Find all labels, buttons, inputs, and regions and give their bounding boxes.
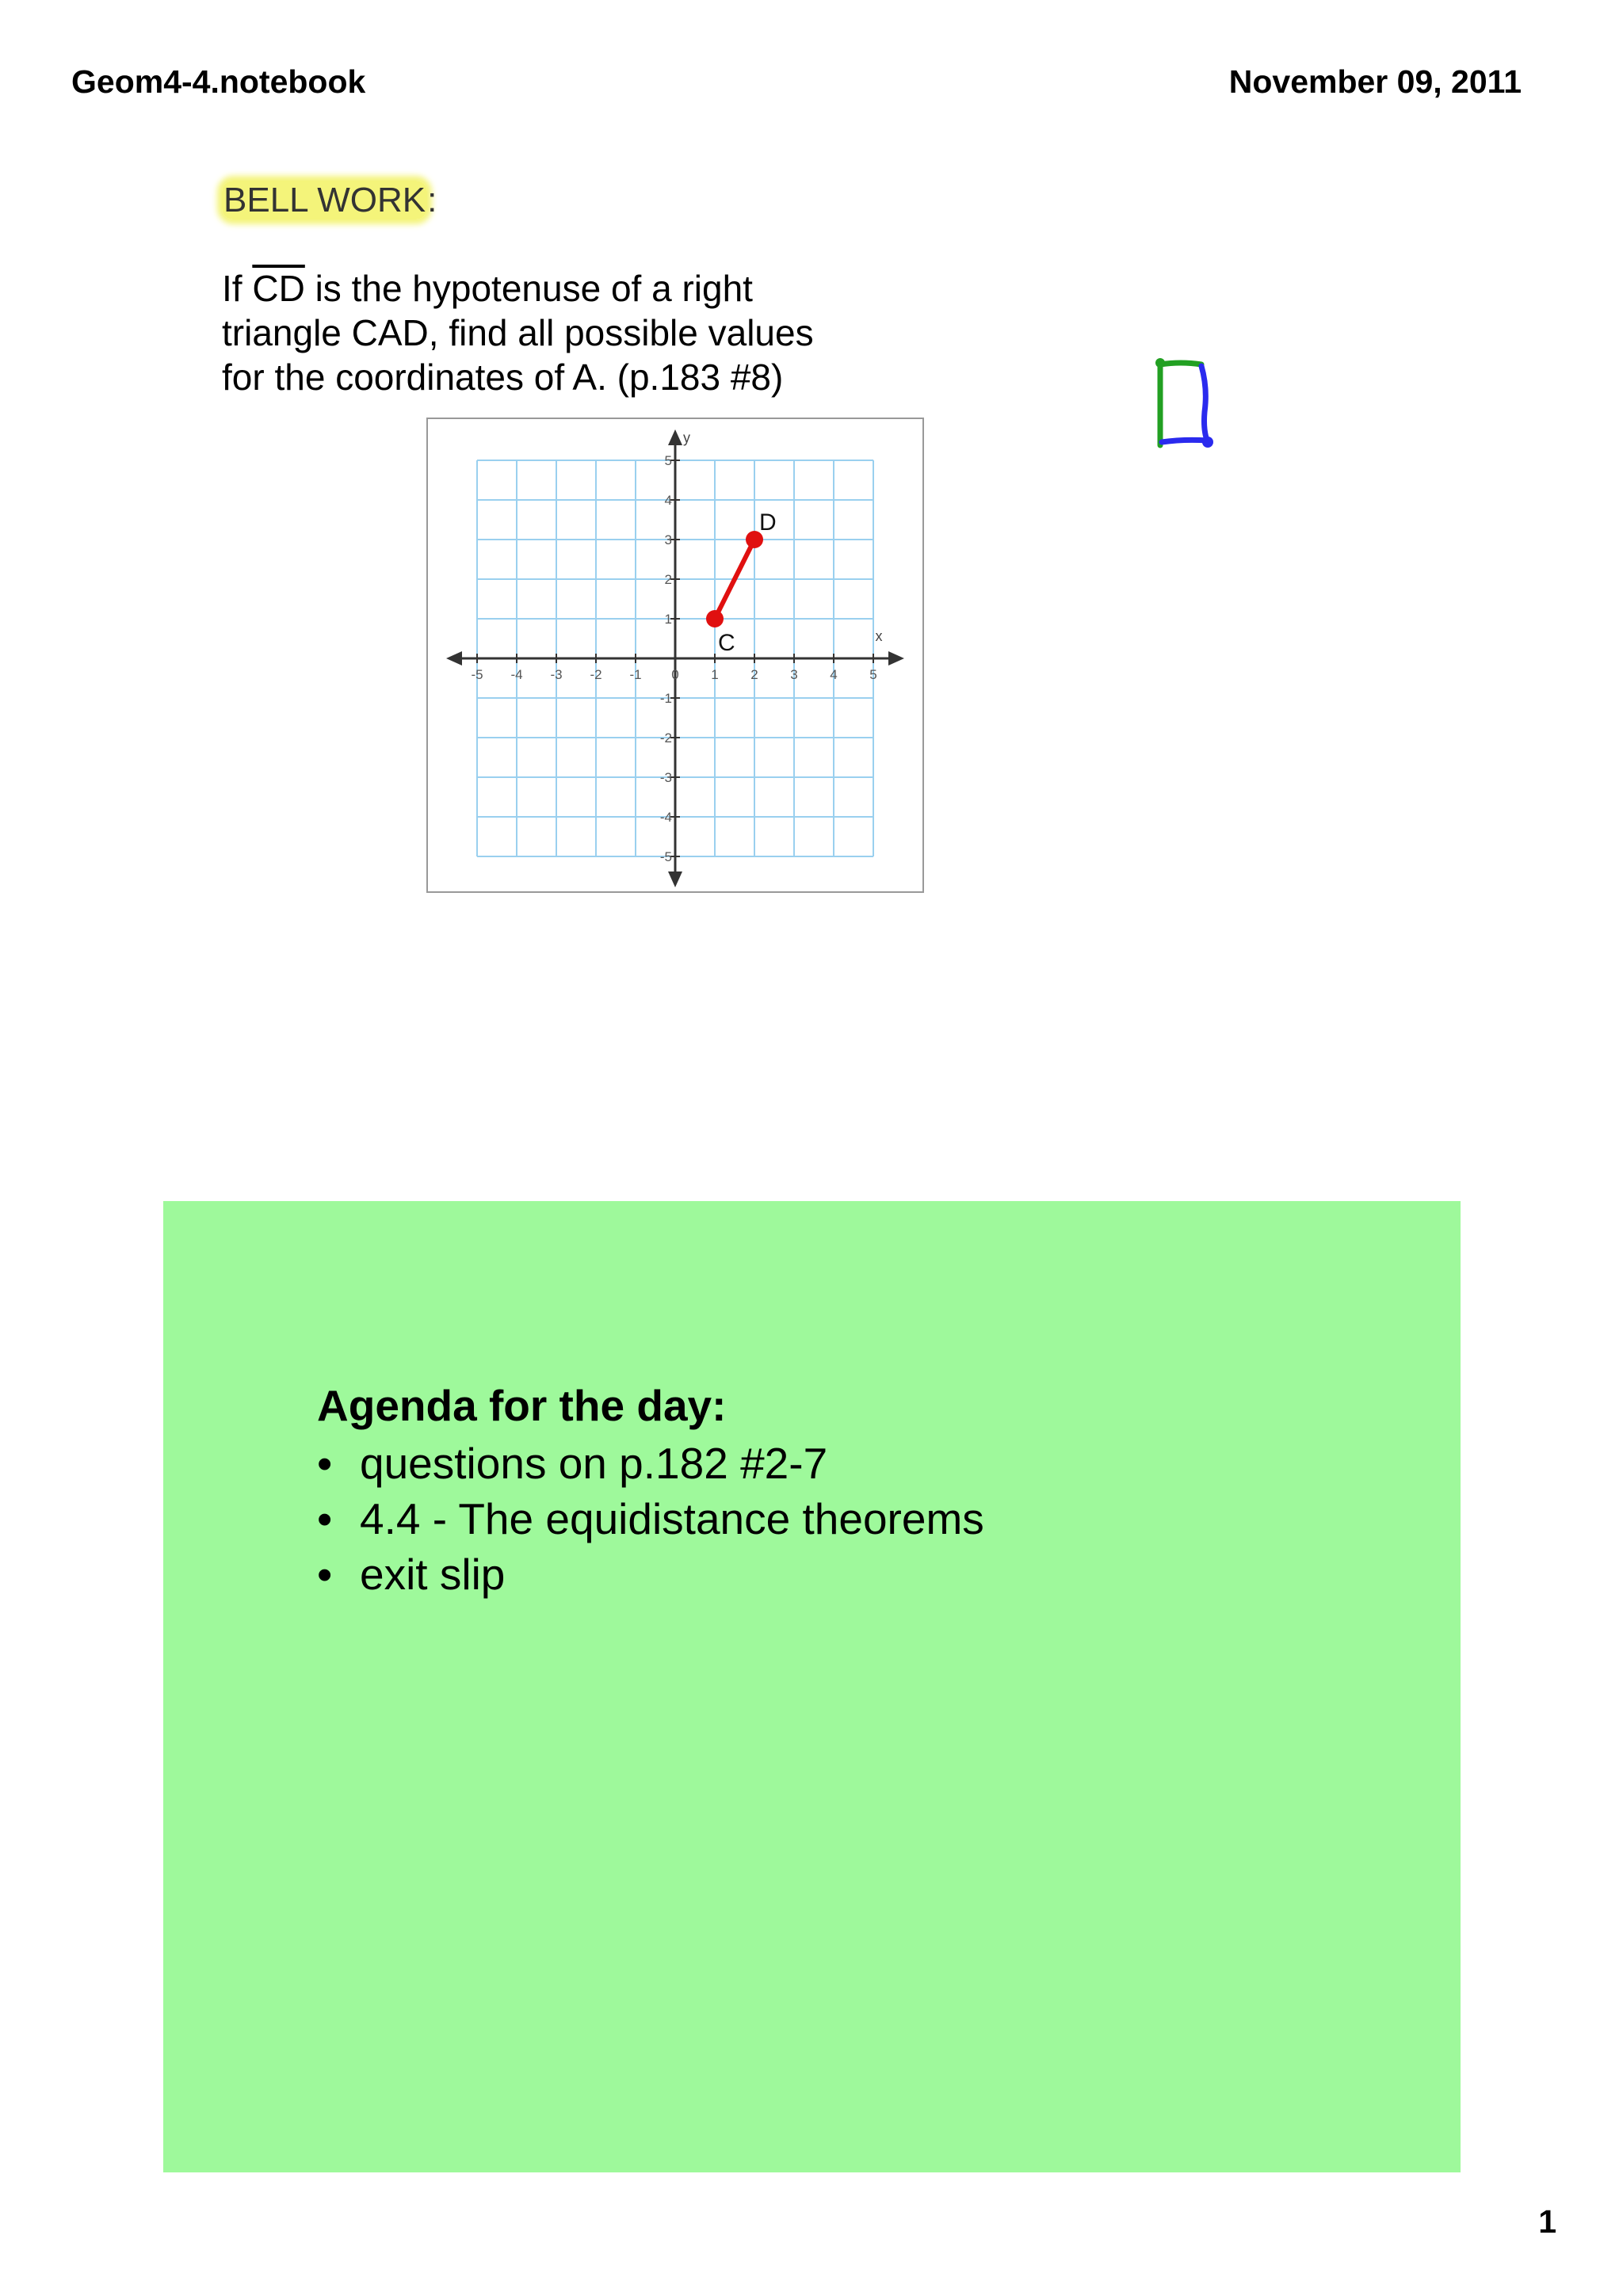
question-line-1 <box>222 266 935 311</box>
y-tick-label: -5 <box>659 849 672 864</box>
sketch-blue-right-stroke <box>1201 366 1208 442</box>
agenda-list <box>317 1436 984 1602</box>
agenda-item-text: questions on p.182 #2-7 <box>360 1439 828 1488</box>
question-line-2: triangle CAD, find all possible values <box>222 312 814 353</box>
plotted-segment <box>706 509 777 656</box>
point-label-c: C <box>718 630 735 656</box>
y-tick-label: 1 <box>664 612 672 627</box>
y-tick-label: 3 <box>664 532 672 547</box>
x-tick-label: 1 <box>711 667 719 682</box>
agenda-item <box>317 1436 984 1491</box>
agenda-title: Agenda for the day: <box>317 1381 727 1430</box>
bullet: • <box>317 1439 333 1488</box>
sketch-blue-dot <box>1202 437 1213 448</box>
page-date: November 09, 2011 <box>1228 63 1522 100</box>
x-axis-arrow-left <box>446 651 462 666</box>
y-tick-label: 5 <box>664 453 672 468</box>
x-tick-label: 5 <box>869 667 877 682</box>
agenda-item-text: exit slip <box>360 1550 506 1599</box>
x-axis-arrow-right <box>888 651 904 666</box>
y-tick-label: -3 <box>659 770 672 785</box>
point-c <box>706 610 724 627</box>
x-tick-label: 2 <box>750 667 758 682</box>
x-axis-label: x <box>875 628 883 644</box>
agenda-item-text: 4.4 - The equidistance theorems <box>360 1494 984 1543</box>
y-axis-arrow-down <box>668 871 682 887</box>
x-tick-label: 0 <box>671 667 679 682</box>
y-tick-label: -1 <box>659 691 672 706</box>
agenda-panel <box>163 1201 1461 2172</box>
question-line-3: for the coordinates of A. (p.183 #8) <box>222 357 784 398</box>
agenda-item <box>317 1547 984 1602</box>
sketch-green-dot <box>1155 358 1165 368</box>
y-tick-label: -4 <box>659 810 672 825</box>
x-tick-label: -4 <box>510 667 523 682</box>
y-tick-label: -2 <box>659 730 672 746</box>
bullet: • <box>317 1550 333 1599</box>
x-tick-label: 3 <box>790 667 798 682</box>
sketch-blue-bottom-stroke <box>1162 440 1208 442</box>
question-line-1-rest: is the hypotenuse of a right <box>304 268 753 309</box>
bell-work-heading <box>222 181 437 220</box>
x-tick-label: -3 <box>550 667 563 682</box>
bell-work-label: BELL WORK <box>223 181 426 219</box>
hand-drawn-sketch <box>1149 349 1220 467</box>
x-tick-label: -5 <box>471 667 483 682</box>
y-tick-label: 4 <box>664 493 672 508</box>
segment-cd: $\overline{CD}$ <box>252 268 305 309</box>
y-axis-arrow-up <box>668 429 682 445</box>
x-tick-label: 4 <box>830 667 838 682</box>
bullet: • <box>317 1494 333 1543</box>
notebook-filename: Geom4-4.notebook <box>71 63 366 100</box>
y-axis-label: y <box>683 429 690 446</box>
question-prefix: If <box>222 268 253 309</box>
bell-work-colon: : <box>427 181 437 219</box>
y-tick-label: 2 <box>664 572 672 587</box>
sketch-green-top-stroke <box>1160 363 1201 364</box>
page-number: 1 <box>1538 2203 1556 2240</box>
x-tick-label: -2 <box>590 667 602 682</box>
coordinate-graph <box>426 418 924 893</box>
coordinate-plane <box>428 419 922 891</box>
bell-work-question <box>222 266 935 399</box>
x-tick-label: -1 <box>629 667 642 682</box>
point-label-d: D <box>759 509 777 536</box>
agenda-item <box>317 1491 984 1547</box>
